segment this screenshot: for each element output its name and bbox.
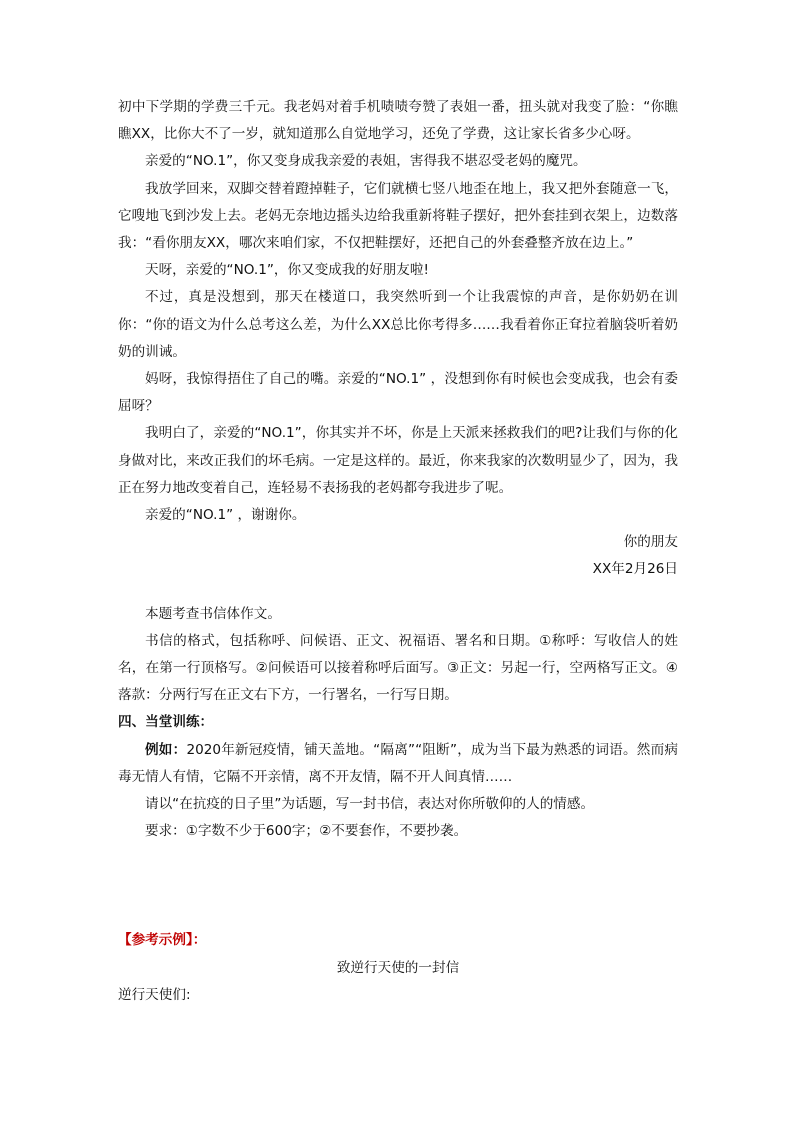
section-gap <box>118 584 678 601</box>
practice-example <box>118 737 678 791</box>
letter-paragraph-3: 我放学回来，双脚交替着蹬掉鞋子，它们就横七竖八地歪在地上，我又把外套随意一飞，它嗖地飞到沙发上去。老妈无奈地边摇头边给我重新将鞋子摆好，把外套挂到衣架上，边数落我：“看你朋友XX，哪次来咱们家，不仅把鞋摆好，还把自己的外套叠整齐放在边上。” <box>118 180 678 252</box>
letter-paragraph-2: 亲爱的“NO.1”，你又变身成我亲爱的表姐，害得我不堪忍受老妈的魔咒。 <box>145 153 587 170</box>
blank-space <box>118 845 678 927</box>
letter-paragraph-4: 天呀，亲爱的“NO.1”，你又变成我的好朋友啦! <box>145 262 429 279</box>
reference-salutation: 逆行天使们: <box>118 986 191 1003</box>
practice-example-text: 2020年新冠疫情，铺天盖地。“隔离”“阻断”，成为当下最为熟悉的词语。然而病毒无情人有情，它隔不开亲情，离不开友情，隔不开人间真情…… <box>118 741 679 785</box>
reference-label: 【参考示例】： <box>118 932 207 949</box>
letter-paragraph-8: 亲爱的“NO.1” ，谢谢你。 <box>145 507 306 524</box>
practice-heading: 四、当堂训练： <box>118 714 214 731</box>
reference-title: 致逆行天使的一封信 <box>336 959 460 976</box>
document-page <box>118 94 678 1009</box>
letter-date: XX年2月26日 <box>592 561 678 578</box>
analysis-intro: 本题考查书信体作文。 <box>145 605 281 622</box>
letter-paragraph-6: 妈呀，我惊得捂住了自己的嘴。亲爱的“NO.1” ，没想到你有时候也会变成我，也会有委屈呀？ <box>118 371 678 415</box>
practice-requirements: 要求：①字数不少于600字；②不要套作，不要抄袭。 <box>145 823 468 840</box>
letter-paragraph-5: 不过，真是没想到，那天在楼道口，我突然听到一个让我震惊的声音，是你奶奶在训你：“你的语文为什么总考这么差，为什么XX总比你考得多……我看着你正耷拉着脑袋听着奶奶的训诫。 <box>118 289 678 360</box>
practice-example-label: 例如： <box>145 741 187 758</box>
analysis-format: 书信的格式，包括称呼、问候语、正文、祝福语、署名和日期。①称呼：写收信人的姓名，在第一行顶格写。②问候语可以接着称呼后面写。③正文：另起一行，空两格写正文。④落款：分两行写在正文右下方，一行署名，一行写日期。 <box>118 632 678 704</box>
letter-signature: 你的朋友 <box>623 534 678 551</box>
practice-prompt: 请以“在抗疫的日子里”为话题，写一封书信，表达对你所敬仰的人的情感。 <box>145 796 595 813</box>
letter-paragraph-7: 我明白了，亲爱的“NO.1”，你其实并不坏，你是上天派来拯救我们的吧?让我们与你的化身做对比，来改正我们的坏毛病。一定是这样的。最近，你来我家的次数明显少了，因为，我正在努力地改变着自己，连轻易不表扬我的老妈都夸我进步了呢。 <box>118 425 678 496</box>
letter-paragraph-1: 初中下学期的学费三千元。我老妈对着手机啧啧夸赞了表姐一番，扭头就对我变了脸：“你瞧瞧XX，比你大不了一岁，就知道那么自觉地学习，还免了学费，这让家长省多少心呀。 <box>118 99 678 143</box>
